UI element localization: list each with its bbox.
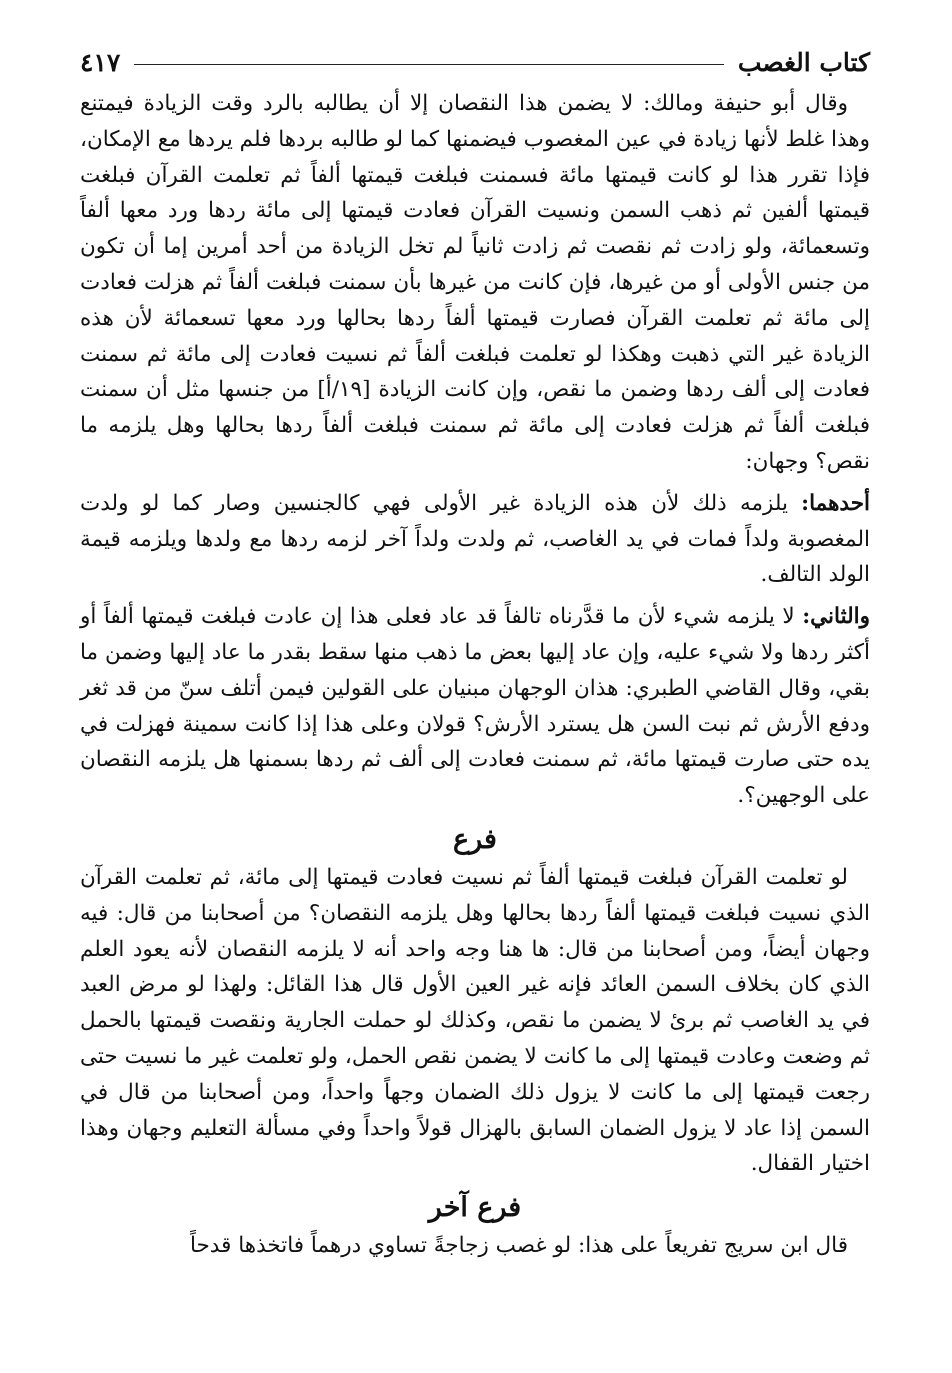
paragraph-3 xyxy=(80,599,870,814)
paragraph-4 xyxy=(80,860,870,1182)
paragraph-2-text: يلزمه ذلك لأن هذه الزيادة غير الأولى فهي كالجنسين وصار كما لو ولدت المغصوبة ولداً فمات في يد الغاصب، ثم ولدت ولداً آخر لزمه ردها مع ولدها ويلزمه قيمة الولد التالف. xyxy=(80,490,870,588)
section-heading-far-akhar: فرع آخر xyxy=(428,1192,522,1224)
paragraph-5 xyxy=(80,1228,870,1264)
paragraph-4-text: لو تعلمت القرآن فبلغت قيمتها ألفاً ثم نسيت فعادت قيمتها إلى مائة، ثم تعلمت القرآن الذي نسيت فبلغت قيمتها ألفاً ردها بحالها وهل يلزمه النقصان؟ من أصحابنا من قال: فيه وجهان أيضاً، ومن أصحابنا من قال: ها هنا وجه واحد أنه لا يلزمه النقصان لأنه يعود العلم الذي كان بخلاف السمن العائد فإنه غير العين الأول قال هذا القائل: ولهذا لو مرض العبد في يد الغاصب ثم برئ لا يضمن ما نقص، وكذلك لو حملت الجارية ونقصت قيمتها بالحمل ثم وضعت وعادت قيمتها إلى ما كانت لا يضمن نقص الحمل، ولو تعلمت غير ما نسيت حتى رجعت قيمتها إلى ما كانت لا يزول ذلك الضمان وجهاً واحداً، ومن أصحابنا من قال في السمن إذا عاد لا يزول الضمان السابق بالهزال قولاً واحداً وفي مسألة التعليم وجهان وهذا اختيار القفال. xyxy=(80,864,870,1177)
paragraph-1 xyxy=(80,86,870,480)
page-number: ٤١٧ xyxy=(80,47,121,77)
paragraph-5-text: قال ابن سريج تفريعاً على هذا: لو غصب زجاجةً تساوي درهماً فاتخذها قدحاً xyxy=(189,1233,848,1259)
paragraph-2-lead: أحدهما: xyxy=(801,490,870,516)
paragraph-1-text: وقال أبو حنيفة ومالك: لا يضمن هذا النقصان إلا أن يطالبه بالرد وقت الزيادة فيمتنع وهذا غلط لأنها زيادة في عين المغصوب فيضمنها كما لو طالبه بردها فلم يردها مع الإمكان، فإذا تقرر هذا لو كانت قيمتها مائة فسمنت فبلغت قيمتها ألفاً ثم تعلمت القرآن فبلغت قيمتها ألفين ثم ذهب السمن ونسيت القرآن فعادت قيمتها إلى مائة ردها ورد معها ألفاً وتسعمائة، ولو زادت ثم نقصت ثم زادت ثانياً لم تخل الزيادة من أحد أمرين إما أن تكون من جنس الأولى أو من غيرها، فإن كانت من غيرها بأن سمنت فبلغت ألفاً ثم هزلت فعادت إلى مائة ثم تعلمت القرآن فصارت قيمتها ألفاً ردها بحالها ورد معها تسعمائة لأن هذه الزيادة غير التي ذهبت وهكذا لو تعلمت فبلغت ألفاً ثم نسيت فعادت إلى مائة ثم سمنت فعادت إلى ألف ردها وضمن ما نقص، وإن كانت الزيادة [١٩/أ] من جنسها مثل أن سمنت فبلغت ألفاً ثم هزلت فعادت إلى مائة ثم سمنت فبلغت ألفاً ردها بحالها وهل يلزمه ما نقص؟ وجهان: xyxy=(80,91,870,474)
chapter-title: كتاب الغصب xyxy=(737,47,870,77)
paragraph-2 xyxy=(80,486,870,593)
book-page xyxy=(80,40,870,1270)
header-divider xyxy=(134,64,724,65)
section-heading-far: فرع xyxy=(453,823,497,855)
running-header xyxy=(80,40,870,84)
paragraph-3-lead: والثاني: xyxy=(802,604,870,630)
paragraph-3-text: لا يلزمه شيء لأن ما قدَّرناه تالفاً قد عاد فعلى هذا إن عادت فبلغت قيمتها ألفاً أو أكثر ردها ولا شيء عليه، وإن عاد إليها بعض ما ذهب منها سقط بقدر ما عاد إليها وضمن ما بقي، وقال القاضي الطبري: هذان الوجهان مبنيان على القولين فيمن أتلف سنّ من قد ثغر ودفع الأرش ثم نبت السن هل يسترد الأرش؟ قولان وعلى هذا إذا كانت سمينة فهزلت في يده حتى صارت قيمتها مائة، ثم سمنت فعادت إلى ألف ثم ردها بسمنها هل يلزمه النقصان على الوجهين؟. xyxy=(80,604,870,809)
